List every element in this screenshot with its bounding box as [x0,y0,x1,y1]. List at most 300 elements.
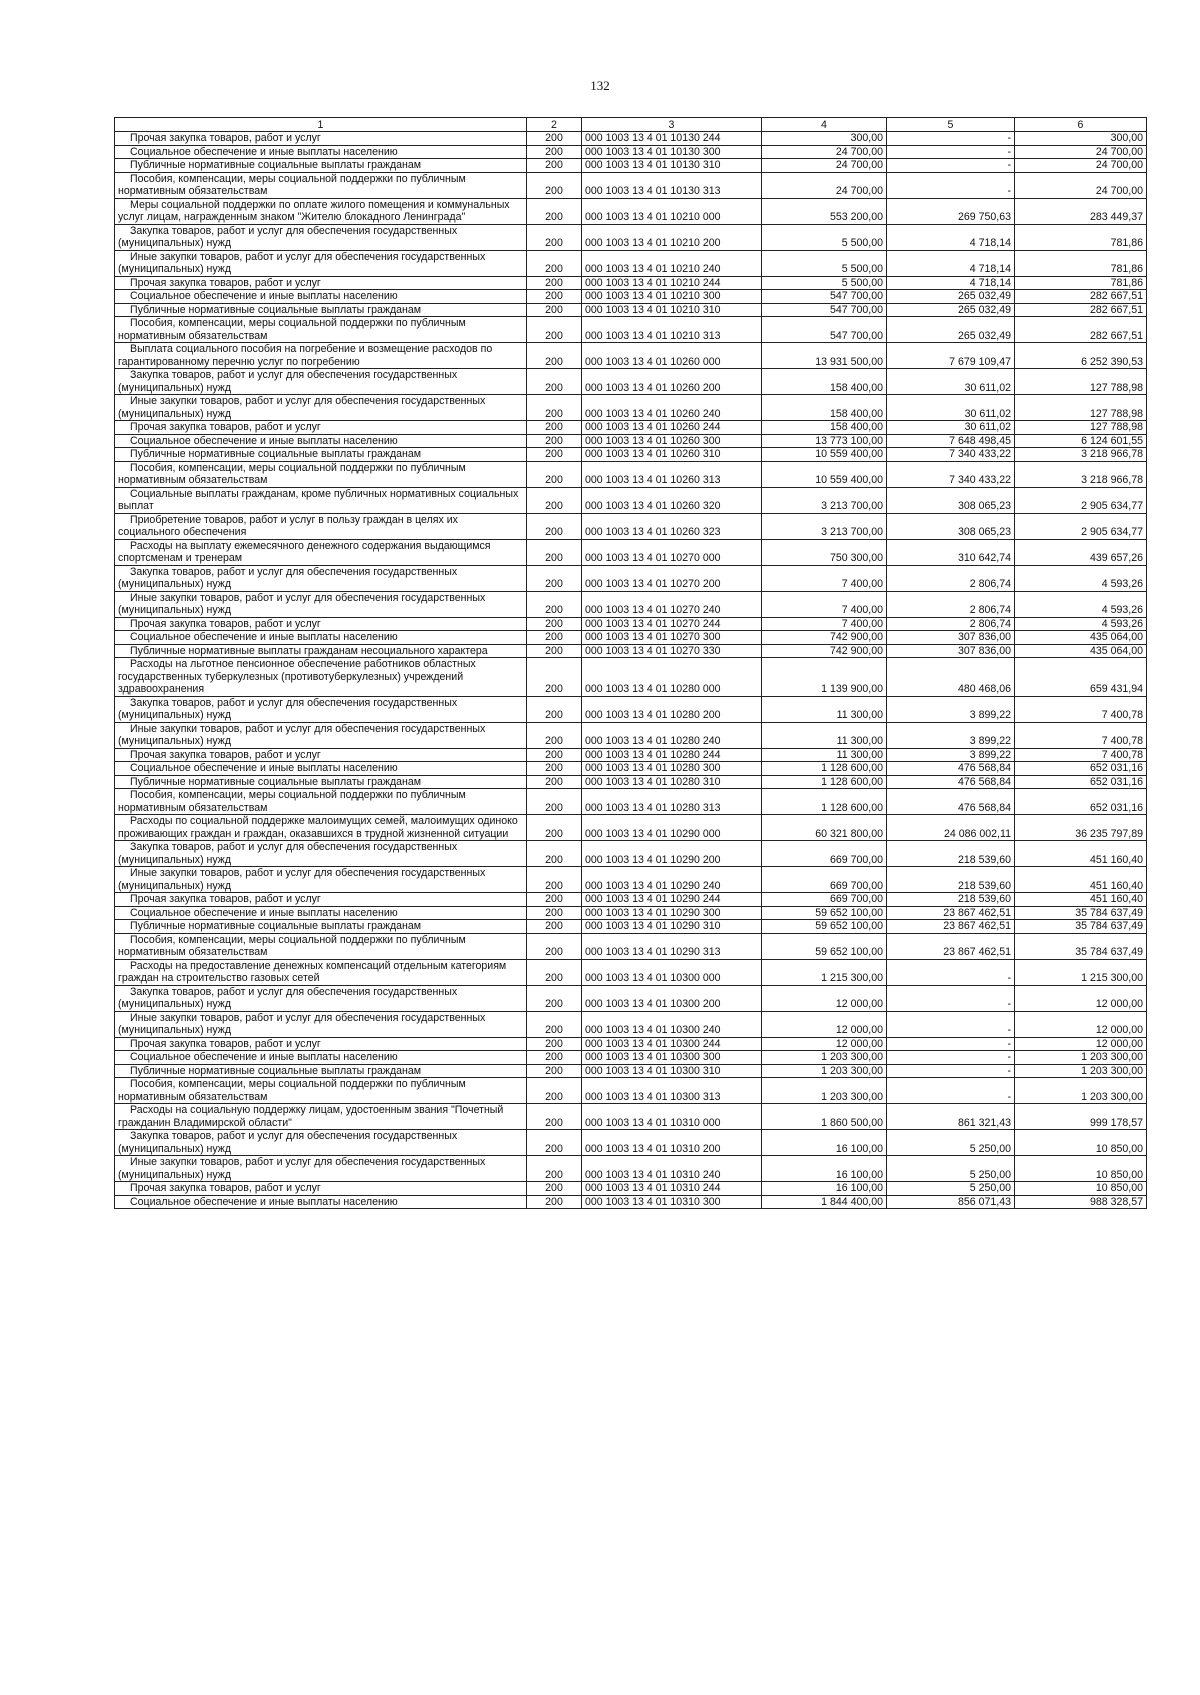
table-row [115,1195,1147,1209]
row-name-text: Публичные нормативные социальные выплаты гражданам [130,1064,422,1077]
table-row [115,893,1147,907]
row-col-6: 781,86 [1015,276,1147,290]
row-name-text: Публичные нормативные социальные выплаты гражданам [130,159,422,171]
row-col-5: 30 611,02 [887,369,1015,395]
row-col-5: - [887,132,1015,146]
row-col-5: - [887,145,1015,159]
row-budget-code: 000 1003 13 4 01 10260 000 [582,343,762,369]
table-row [115,722,1147,748]
row-col-5: 7 340 433,22 [887,461,1015,487]
row-col-2: 200 [527,395,582,421]
row-col-5: 265 032,49 [887,303,1015,317]
row-col-2: 200 [527,276,582,290]
row-col-4: 59 652 100,00 [762,906,887,920]
row-col-4: 3 213 700,00 [762,487,887,513]
row-col-5: 856 071,43 [887,1195,1015,1209]
row-budget-code: 000 1003 13 4 01 10270 240 [582,591,762,617]
row-name [115,631,527,645]
row-col-5: 30 611,02 [887,421,1015,435]
row-col-2: 200 [527,658,582,697]
row-col-4: 10 559 400,00 [762,461,887,487]
table-row [115,395,1147,421]
row-budget-code: 000 1003 13 4 01 10280 200 [582,696,762,722]
row-budget-code: 000 1003 13 4 01 10280 240 [582,722,762,748]
row-col-4: 1 203 300,00 [762,1078,887,1104]
row-col-4: 11 300,00 [762,722,887,748]
row-col-4: 3 213 700,00 [762,513,887,539]
row-budget-code: 000 1003 13 4 01 10300 244 [582,1037,762,1051]
row-budget-code: 000 1003 13 4 01 10270 200 [582,565,762,591]
table-row [115,762,1147,776]
table-row [115,1064,1147,1078]
row-col-4: 669 700,00 [762,867,887,893]
row-name-text: Социальные выплаты гражданам, кроме публичных нормативных социальных выплат [118,487,519,512]
row-name [115,644,527,658]
table-row [115,145,1147,159]
row-budget-code: 000 1003 13 4 01 10260 240 [582,395,762,421]
table-row [115,696,1147,722]
row-budget-code: 000 1003 13 4 01 10130 313 [582,172,762,198]
row-name [115,722,527,748]
row-col-6: 439 657,26 [1015,539,1147,565]
row-name-text: Закупка товаров, работ и услуг для обеспечения государственных (муниципальных) нужд [118,565,458,590]
row-col-6: 6 252 390,53 [1015,343,1147,369]
row-name-text: Социальное обеспечение и иные выплаты населению [130,906,398,919]
row-col-6: 6 124 601,55 [1015,434,1147,448]
table-row [115,276,1147,290]
row-col-4: 59 652 100,00 [762,920,887,934]
row-name [115,434,527,448]
table-row [115,985,1147,1011]
row-budget-code: 000 1003 13 4 01 10260 200 [582,369,762,395]
row-col-2: 200 [527,696,582,722]
row-col-2: 200 [527,487,582,513]
row-name [115,250,527,276]
row-col-2: 200 [527,198,582,224]
table-row [115,591,1147,617]
row-col-5: 2 806,74 [887,565,1015,591]
row-name-text: Прочая закупка товаров, работ и услуг [130,893,321,905]
row-col-6: 282 667,51 [1015,290,1147,304]
row-budget-code: 000 1003 13 4 01 10270 000 [582,539,762,565]
row-col-6: 451 160,40 [1015,867,1147,893]
row-budget-code: 000 1003 13 4 01 10260 244 [582,421,762,435]
row-col-6: 24 700,00 [1015,145,1147,159]
row-col-2: 200 [527,421,582,435]
header-col-6: 6 [1015,118,1147,132]
row-col-5: 310 642,74 [887,539,1015,565]
row-name [115,867,527,893]
row-col-2: 200 [527,841,582,867]
table-row [115,789,1147,815]
row-name [115,159,527,173]
table-row [115,933,1147,959]
row-col-2: 200 [527,145,582,159]
table-row [115,867,1147,893]
row-col-6: 10 850,00 [1015,1182,1147,1196]
table-row [115,644,1147,658]
row-name-text: Пособия, компенсации, меры социальной поддержки по публичным нормативным обязательствам [118,317,466,342]
row-col-4: 553 200,00 [762,198,887,224]
row-col-5: - [887,159,1015,173]
row-col-5: 218 539,60 [887,841,1015,867]
row-col-6: 451 160,40 [1015,893,1147,907]
row-col-5: - [887,1064,1015,1078]
row-col-6: 4 593,26 [1015,591,1147,617]
row-col-4: 12 000,00 [762,985,887,1011]
table-row [115,1130,1147,1156]
row-col-2: 200 [527,1011,582,1037]
row-col-4: 10 559 400,00 [762,448,887,462]
row-col-2: 200 [527,513,582,539]
row-name [115,985,527,1011]
row-name-text: Социальное обеспечение и иные выплаты населению [130,1195,398,1208]
row-col-5: 861 321,43 [887,1104,1015,1130]
row-name-text: Иные закупки товаров, работ и услуг для обеспечения государственных (муниципальных) нужд [118,1156,486,1181]
row-name-text: Публичные нормативные выплаты гражданам несоциального характера [130,644,488,657]
row-name-text: Пособия, компенсации, меры социальной поддержки по публичным нормативным обязательствам [118,933,466,958]
row-col-6: 282 667,51 [1015,303,1147,317]
row-budget-code: 000 1003 13 4 01 10280 000 [582,658,762,697]
row-col-6: 451 160,40 [1015,841,1147,867]
row-col-5: 23 867 462,51 [887,933,1015,959]
row-col-2: 200 [527,539,582,565]
row-budget-code: 000 1003 13 4 01 10290 310 [582,920,762,934]
row-col-4: 1 203 300,00 [762,1064,887,1078]
budget-execution-table [114,117,1147,1209]
row-col-2: 200 [527,920,582,934]
row-name-text: Прочая закупка товаров, работ и услуг [130,748,321,761]
row-col-2: 200 [527,631,582,645]
row-col-6: 988 328,57 [1015,1195,1147,1209]
row-col-4: 1 128 600,00 [762,762,887,776]
row-col-5: 23 867 462,51 [887,906,1015,920]
row-col-6: 12 000,00 [1015,985,1147,1011]
row-col-4: 5 500,00 [762,250,887,276]
row-name [115,1011,527,1037]
row-col-6: 24 700,00 [1015,159,1147,173]
row-col-6: 12 000,00 [1015,1037,1147,1051]
row-name-text: Закупка товаров, работ и услуг для обеспечения государственных (муниципальных) нужд [118,224,458,249]
table-row [115,959,1147,985]
row-name-text: Выплата социального пособия на погребение и возмещение расходов по гарантированному перечню услуг по погребению [118,343,493,368]
table-row [115,1078,1147,1104]
table-row [115,841,1147,867]
row-col-5: - [887,1011,1015,1037]
row-budget-code: 000 1003 13 4 01 10210 300 [582,290,762,304]
row-name-text: Иные закупки товаров, работ и услуг для обеспечения государственных (муниципальных) нужд [118,250,486,275]
row-name [115,775,527,789]
table-row [115,513,1147,539]
row-col-6: 10 850,00 [1015,1156,1147,1182]
row-name [115,906,527,920]
row-name-text: Пособия, компенсации, меры социальной поддержки по публичным нормативным обязательствам [118,461,466,486]
row-name [115,539,527,565]
row-name-text: Закупка товаров, работ и услуг для обеспечения государственных (муниципальных) нужд [118,1130,458,1155]
table-body [115,132,1147,1209]
row-col-5: 265 032,49 [887,317,1015,343]
row-col-2: 200 [527,1064,582,1078]
row-col-4: 5 500,00 [762,224,887,250]
row-name [115,658,527,697]
row-col-2: 200 [527,762,582,776]
row-name-text: Прочая закупка товаров, работ и услуг [130,1037,321,1050]
row-col-2: 200 [527,448,582,462]
row-col-2: 200 [527,434,582,448]
row-col-5: 307 836,00 [887,644,1015,658]
row-col-4: 11 300,00 [762,696,887,722]
row-col-5: 3 899,22 [887,722,1015,748]
row-col-4: 13 931 500,00 [762,343,887,369]
row-col-4: 24 700,00 [762,172,887,198]
row-col-4: 1 139 900,00 [762,658,887,697]
row-col-4: 12 000,00 [762,1037,887,1051]
row-name-text: Расходы по социальной поддержке малоимущих семей, малоимущих одиноко проживающих граждан и граждан, оказавшихся в трудной жизненной ситуации [118,815,518,840]
table-row [115,448,1147,462]
row-col-4: 1 860 500,00 [762,1104,887,1130]
row-name-text: Прочая закупка товаров, работ и услуг [130,617,321,630]
row-col-4: 742 900,00 [762,644,887,658]
row-name [115,395,527,421]
row-budget-code: 000 1003 13 4 01 10300 000 [582,959,762,985]
row-col-6: 3 218 966,78 [1015,448,1147,462]
row-col-2: 200 [527,1156,582,1182]
row-col-4: 16 100,00 [762,1156,887,1182]
row-col-4: 750 300,00 [762,539,887,565]
row-col-2: 200 [527,369,582,395]
row-col-6: 1 215 300,00 [1015,959,1147,985]
row-col-6: 435 064,00 [1015,631,1147,645]
row-name [115,591,527,617]
row-name-text: Публичные нормативные социальные выплаты гражданам [130,920,422,932]
row-col-4: 12 000,00 [762,1011,887,1037]
row-budget-code: 000 1003 13 4 01 10280 300 [582,762,762,776]
row-col-5: 3 899,22 [887,748,1015,762]
row-col-2: 200 [527,303,582,317]
row-budget-code: 000 1003 13 4 01 10210 310 [582,303,762,317]
row-col-4: 742 900,00 [762,631,887,645]
row-col-6: 35 784 637,49 [1015,933,1147,959]
row-name-text: Иные закупки товаров, работ и услуг для обеспечения государственных (муниципальных) нужд [118,722,486,747]
page-number: 132 [590,78,610,93]
row-col-5: 7 679 109,47 [887,343,1015,369]
row-name [115,959,527,985]
row-col-2: 200 [527,1195,582,1209]
row-col-6: 652 031,16 [1015,762,1147,776]
row-name-text: Приобретение товаров, работ и услуг в пользу граждан в целях их социального обеспечения [118,513,458,538]
row-name [115,1195,527,1209]
row-budget-code: 000 1003 13 4 01 10260 323 [582,513,762,539]
table-row [115,565,1147,591]
row-col-6: 7 400,78 [1015,696,1147,722]
row-col-2: 200 [527,933,582,959]
row-col-2: 200 [527,722,582,748]
row-name [115,1130,527,1156]
row-col-5: 5 250,00 [887,1182,1015,1196]
row-name [115,487,527,513]
row-budget-code: 000 1003 13 4 01 10300 200 [582,985,762,1011]
row-col-4: 1 203 300,00 [762,1051,887,1065]
row-name [115,461,527,487]
row-name-text: Социальное обеспечение и иные выплаты населению [130,290,398,302]
row-col-5: 7 340 433,22 [887,448,1015,462]
row-name-text: Расходы на выплату ежемесячного денежного содержания выдающимся спортсменам и тренерам [118,539,491,564]
row-name-text: Закупка товаров, работ и услуг для обеспечения государственных (муниципальных) нужд [118,985,458,1010]
row-col-4: 547 700,00 [762,303,887,317]
row-name-text: Социальное обеспечение и иные выплаты населению [130,762,398,774]
row-col-2: 200 [527,1182,582,1196]
row-budget-code: 000 1003 13 4 01 10300 300 [582,1051,762,1065]
row-col-5: 4 718,14 [887,250,1015,276]
row-col-4: 24 700,00 [762,159,887,173]
table-row [115,132,1147,146]
row-name [115,1051,527,1065]
row-col-6: 659 431,94 [1015,658,1147,697]
table-row [115,303,1147,317]
row-col-5: 5 250,00 [887,1156,1015,1182]
row-col-6: 12 000,00 [1015,1011,1147,1037]
row-col-6: 7 400,78 [1015,722,1147,748]
row-col-4: 1 844 400,00 [762,1195,887,1209]
row-col-4: 7 400,00 [762,617,887,631]
table-row [115,224,1147,250]
table-row [115,748,1147,762]
row-col-6: 282 667,51 [1015,317,1147,343]
row-col-5: 3 899,22 [887,696,1015,722]
row-col-5: 7 648 498,45 [887,434,1015,448]
row-col-2: 200 [527,893,582,907]
row-name-text: Иные закупки товаров, работ и услуг для обеспечения государственных (муниципальных) нужд [118,867,486,892]
row-col-6: 435 064,00 [1015,644,1147,658]
row-budget-code: 000 1003 13 4 01 10270 300 [582,631,762,645]
row-col-5: 265 032,49 [887,290,1015,304]
row-col-5: - [887,985,1015,1011]
row-col-4: 11 300,00 [762,748,887,762]
row-col-5: 4 718,14 [887,224,1015,250]
row-col-4: 59 652 100,00 [762,933,887,959]
table-row [115,906,1147,920]
row-name-text: Социальное обеспечение и иные выплаты населению [130,631,398,643]
row-col-4: 158 400,00 [762,369,887,395]
row-budget-code: 000 1003 13 4 01 10290 200 [582,841,762,867]
row-name [115,132,527,146]
row-col-4: 669 700,00 [762,893,887,907]
row-name-text: Закупка товаров, работ и услуг для обеспечения государственных (муниципальных) нужд [118,841,458,866]
row-budget-code: 000 1003 13 4 01 10310 240 [582,1156,762,1182]
table-row [115,250,1147,276]
row-name [115,369,527,395]
header-col-1: 1 [115,118,527,132]
row-col-6: 24 700,00 [1015,172,1147,198]
row-col-5: 476 568,84 [887,789,1015,815]
row-col-6: 1 203 300,00 [1015,1051,1147,1065]
table-row [115,815,1147,841]
row-budget-code: 000 1003 13 4 01 10270 244 [582,617,762,631]
row-col-2: 200 [527,1078,582,1104]
row-col-4: 1 215 300,00 [762,959,887,985]
row-budget-code: 000 1003 13 4 01 10300 310 [582,1064,762,1078]
row-col-6: 283 449,37 [1015,198,1147,224]
row-col-2: 200 [527,644,582,658]
table-row [115,1051,1147,1065]
row-col-6: 1 203 300,00 [1015,1078,1147,1104]
row-col-2: 200 [527,1104,582,1130]
row-name [115,448,527,462]
row-col-6: 2 905 634,77 [1015,513,1147,539]
row-col-5: - [887,1078,1015,1104]
row-col-6: 999 178,57 [1015,1104,1147,1130]
row-budget-code: 000 1003 13 4 01 10210 200 [582,224,762,250]
row-col-4: 5 500,00 [762,276,887,290]
table-row [115,658,1147,697]
row-col-2: 200 [527,317,582,343]
row-col-6: 127 788,98 [1015,369,1147,395]
row-name [115,317,527,343]
row-name-text: Расходы на социальную поддержку лицам, удостоенным звания "Почетный гражданин Владимирской области" [118,1104,504,1129]
table-row [115,172,1147,198]
row-col-5: - [887,1037,1015,1051]
row-col-4: 547 700,00 [762,317,887,343]
row-name-text: Публичные нормативные социальные выплаты гражданам [130,775,422,788]
row-name [115,920,527,934]
row-col-4: 16 100,00 [762,1182,887,1196]
row-name-text: Социальное обеспечение и иные выплаты населению [130,145,398,158]
row-budget-code: 000 1003 13 4 01 10290 000 [582,815,762,841]
row-col-4: 13 773 100,00 [762,434,887,448]
row-col-2: 200 [527,250,582,276]
row-name [115,513,527,539]
row-col-4: 7 400,00 [762,565,887,591]
row-col-5: 476 568,84 [887,775,1015,789]
row-name-text: Иные закупки товаров, работ и услуг для обеспечения государственных (муниципальных) нужд [118,1011,486,1036]
row-budget-code: 000 1003 13 4 01 10280 310 [582,775,762,789]
row-name [115,198,527,224]
row-name [115,303,527,317]
row-budget-code: 000 1003 13 4 01 10260 320 [582,487,762,513]
row-name [115,276,527,290]
row-col-4: 1 128 600,00 [762,789,887,815]
row-col-2: 200 [527,461,582,487]
row-col-5: 218 539,60 [887,867,1015,893]
table-row [115,617,1147,631]
row-col-6: 35 784 637,49 [1015,906,1147,920]
row-col-6: 127 788,98 [1015,421,1147,435]
row-col-5: 4 718,14 [887,276,1015,290]
header-col-2: 2 [527,118,582,132]
row-name [115,1078,527,1104]
row-col-2: 200 [527,617,582,631]
row-col-2: 200 [527,159,582,173]
row-col-6: 652 031,16 [1015,775,1147,789]
row-name-text: Иные закупки товаров, работ и услуг для обеспечения государственных (муниципальных) нужд [118,395,486,420]
row-col-6: 127 788,98 [1015,395,1147,421]
row-name [115,841,527,867]
row-name [115,224,527,250]
row-col-6: 7 400,78 [1015,748,1147,762]
row-col-5: 2 806,74 [887,617,1015,631]
row-col-5: - [887,172,1015,198]
row-name [115,421,527,435]
row-col-2: 200 [527,290,582,304]
row-col-5: 307 836,00 [887,631,1015,645]
row-name [115,1156,527,1182]
row-col-5: 308 065,23 [887,487,1015,513]
row-col-6: 300,00 [1015,132,1147,146]
row-col-6: 781,86 [1015,250,1147,276]
row-budget-code: 000 1003 13 4 01 10300 240 [582,1011,762,1037]
row-budget-code: 000 1003 13 4 01 10210 313 [582,317,762,343]
row-col-2: 200 [527,789,582,815]
